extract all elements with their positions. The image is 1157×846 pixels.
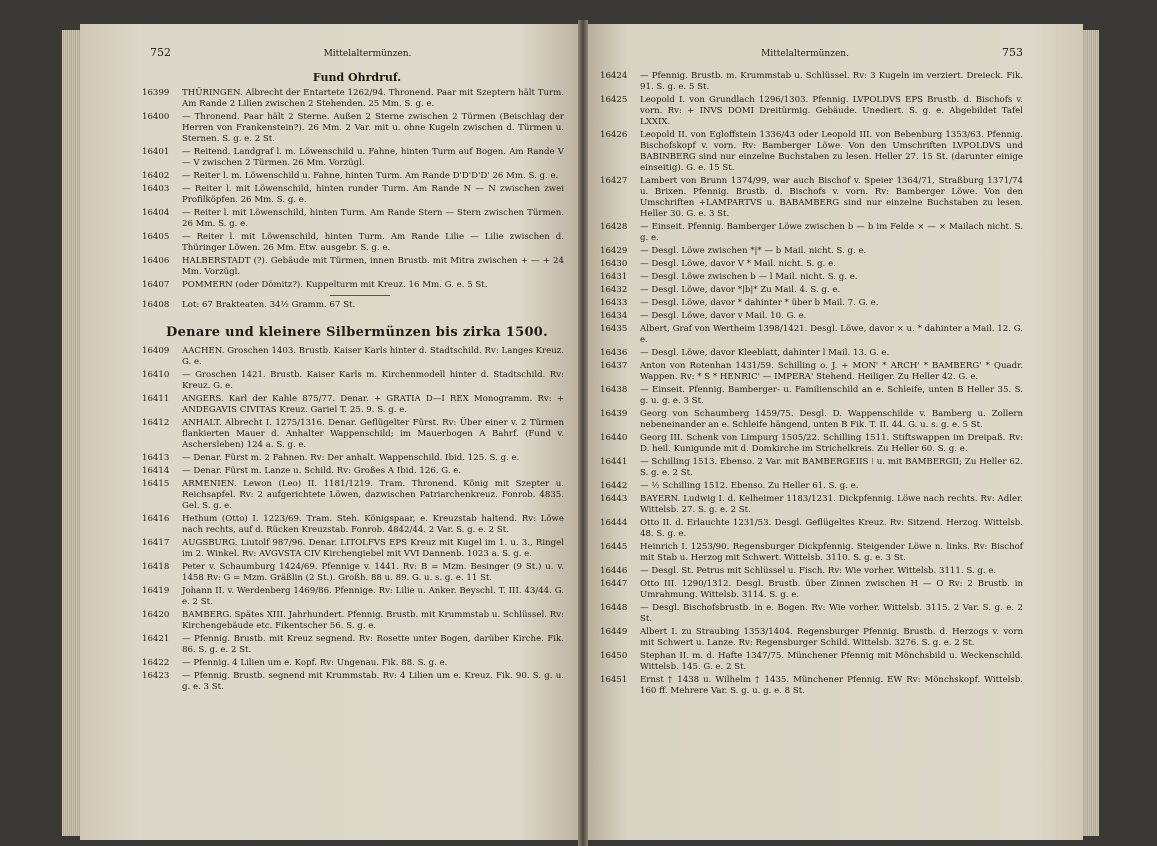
entry-number: 16435	[600, 324, 628, 334]
entry-text: — Reiter l. mit Löwenschild, hinten Turm. Am Rande Stern — Stern zwischen Türmen. 26 Mm. S. g. e.	[182, 208, 564, 229]
entry-text: — Desgl. St. Petrus mit Schlüssel u. Fisch. Rv: Wie vorher. Wittelsb. 3111. S. g. e.	[640, 566, 997, 576]
catalog-entry	[142, 147, 564, 169]
entry-text: Georg von Schaumberg 1459/75. Desgl. D. Wappenschilde v. Bamberg u. Zollern nebeneinander an e. Schleife hängend, unten B Fik. T. II. 44. G. u. s. g. e. 5 St.	[640, 409, 1023, 430]
entry-number: 16430	[600, 259, 628, 269]
entry-number: 16440	[600, 433, 628, 443]
entry-text: — Pfennig. Brustb. m. Krummstab u. Schlüssel. Rv: 3 Kugeln im verziert. Dreieck. Fik. 91. S. g. e. 5 St.	[640, 71, 1023, 92]
entry-text: Hethum (Otto) I. 1223/69. Tram. Steh. Königspaar, e. Kreuzstab haltend. Rv: Löwe nach rechts, auf d. Rücken Kreuzstab. Fonrob. 4842/44. 2 Var. S. g. e. 2 St.	[182, 514, 564, 535]
entry-text: Albert, Graf von Wertheim 1398/1421. Desgl. Löwe, davor × u. * dahinter a Mail. 12. G. e.	[640, 324, 1023, 345]
entry-text: Ernst † 1438 u. Wilhelm † 1435. Münchener Pfennig. EW Rv: Mönchskopf. Wittelsb. 160 ff. Mehrere Var. S. g. u. g. e. 8 St.	[640, 675, 1023, 696]
entry-number: 16410	[142, 370, 170, 380]
entry-number: 16400	[142, 112, 170, 122]
section-title-denare: Denare und kleinere Silbermünzen bis zirka 1500.	[166, 325, 548, 340]
entry-number: 16404	[142, 208, 170, 218]
entry-number: 16436	[600, 348, 628, 358]
entry-text: Johann II. v. Werdenberg 1469/86. Pfennige. Rv: Lilie u. Anker. Beyschl. T. III. 43/44. G. e. 2 St.	[182, 586, 564, 607]
catalog-entry	[142, 466, 564, 477]
catalog-entry	[600, 130, 1023, 174]
catalog-entry	[142, 671, 564, 693]
book-edge-right	[1083, 30, 1099, 836]
entry-text: Albert I. zu Straubing 1353/1404. Regensburger Pfennig. Brustb. d. Herzogs v. vorn mit Schwert u. Lanze. Rv: Regensburger Schild. Wittelsb. 3276. S. g. e. 2 St.	[640, 627, 1023, 648]
entry-text: — Desgl. Löwe zwischen *|* — b Mail. nicht. S. g. e.	[640, 246, 867, 256]
catalog-entry	[600, 361, 1023, 383]
entry-number: 16444	[600, 518, 628, 528]
entry-number: 16441	[600, 457, 628, 467]
entry-text: — Desgl. Löwe, davor * dahinter * über b Mail. 7. G. e.	[640, 298, 879, 308]
entry-text: Leopold I. von Grundlach 1296/1303. Pfennig. LVPOLDVS EPS Brustb. d. Bischofs v. vorn. Rv: + INVS DOMI Dreitürmig. Gebäude. Unediert. S. g. e. Abgebildet Tafel LXXIX.	[640, 95, 1023, 127]
catalog-entry	[600, 176, 1023, 220]
running-head-left	[150, 46, 564, 59]
catalog-entry	[600, 627, 1023, 649]
entry-number: 16448	[600, 603, 628, 613]
entry-text: — Groschen 1421. Brustb. Kaiser Karls m. Kirchenmodell hinter d. Stadtschild. Rv: Kreuz. G. e.	[182, 370, 564, 391]
catalog-entry	[600, 457, 1023, 479]
entry-text: — Desgl. Löwe, davor v Mail. 10. G. e.	[640, 311, 807, 321]
entry-text: Anton von Rotenhan 1431/59. Schilling o. J. + MON' * ARCH' * BAMBERG' * Quadr. Wappen. Rv: * S * HENRIC' — IMPERA' Stehend. Heiliger. Zu Heller 42. G. e.	[640, 361, 1023, 382]
entry-text: — Desgl. Löwe, davor V * Mail. nicht. S. g. e.	[640, 259, 836, 269]
catalog-entry	[142, 658, 564, 669]
entry-number: 16408	[142, 300, 170, 310]
catalog-entry	[142, 514, 564, 536]
entry-number: 16429	[600, 246, 628, 256]
entry-number: 16428	[600, 222, 628, 232]
entry-number: 16443	[600, 494, 628, 504]
entry-text: — Desgl. Löwe, davor *|b|* Zu Mail. 4. S. g. e.	[640, 285, 841, 295]
entry-number: 16414	[142, 466, 170, 476]
separator-rule	[330, 295, 390, 296]
entry-text: Lot: 67 Brakteaten. 34½ Gramm. 67 St.	[182, 300, 356, 310]
entry-text: — Pfennig. Brustb. segnend mit Krummstab. Rv: 4 Lilien um e. Kreuz. Fik. 90. S. g. u. g. e. 3 St.	[182, 671, 564, 692]
catalog-entry	[600, 259, 1023, 270]
catalog-entry	[600, 433, 1023, 455]
left-page	[80, 24, 578, 840]
entry-number: 16418	[142, 562, 170, 572]
entry-text: — Pfennig. 4 Lilien um e. Kopf. Rv: Ungenau. Fik. 88. S. g. e.	[182, 658, 448, 668]
catalog-entry	[142, 634, 564, 656]
entry-number: 16419	[142, 586, 170, 596]
catalog-entry	[142, 538, 564, 560]
catalog-entry	[142, 184, 564, 206]
catalog-entries-right	[600, 71, 1023, 697]
entry-number: 16433	[600, 298, 628, 308]
running-head-title-right: Mittelaltermünzen.	[761, 49, 849, 59]
entry-number: 16415	[142, 479, 170, 489]
entry-text: POMMERN (oder Dömitz?). Kuppelturm mit Kreuz. 16 Mm. G. e. 5 St.	[182, 280, 488, 290]
entry-number: 16409	[142, 346, 170, 356]
catalog-entry	[600, 518, 1023, 540]
entry-number: 16422	[142, 658, 170, 668]
entry-number: 16451	[600, 675, 628, 685]
catalog-entry	[142, 208, 564, 230]
right-page	[588, 24, 1083, 840]
entry-number: 16421	[142, 634, 170, 644]
entry-text: — Desgl. Löwe, davor Kleeblatt, dahinter l Mail. 13. G. e.	[640, 348, 890, 358]
entry-number: 16399	[142, 88, 170, 98]
book-edge-left	[62, 30, 80, 836]
entry-text: Leopold II. von Egloffstein 1336/43 oder Leopold III. von Bebenburg 1353/63. Pfennig. Bischofskopf v. vorn. Rv: Bamberger Löwe. Von den Umschriften LVPOLDVS und BABINBERG sind nur einzelne Buchstaben zu lesen. Heller 27. 15 St. (darunter einige einseitig). G. e. 15 St.	[640, 130, 1023, 173]
catalog-entry	[600, 409, 1023, 431]
entry-number: 16425	[600, 95, 628, 105]
catalog-entry	[142, 346, 564, 368]
catalog-entry	[142, 453, 564, 464]
entry-number: 16445	[600, 542, 628, 552]
entry-number: 16438	[600, 385, 628, 395]
entry-number: 16407	[142, 280, 170, 290]
catalog-entry	[600, 298, 1023, 309]
entry-number: 16426	[600, 130, 628, 140]
entry-number: 16417	[142, 538, 170, 548]
entry-text: THÜRINGEN. Albrecht der Entartete 1262/94. Thronend. Paar mit Szeptern hält Turm. Am Rande 2 Lilien zwischen 2 Stehenden. 25 Mm. S. g. e.	[182, 88, 564, 109]
entry-number: 16434	[600, 311, 628, 321]
catalog-entry	[142, 562, 564, 584]
entry-text: HALBERSTADT (?). Gebäude mit Türmen, innen Brustb. mit Mitra zwischen + — + 24 Mm. Vorzügl.	[182, 256, 564, 277]
entry-text: — Reiter l. mit Löwenschild, hinten Turm. Am Rande Lilie — Lilie zwischen d. Thüringer Löwen. 26 Mm. Etw. ausgebr. S. g. e.	[182, 232, 564, 253]
book-gutter	[578, 20, 588, 846]
entry-text: AACHEN. Groschen 1403. Brustb. Kaiser Karls hinter d. Stadtschild. Rv: Langes Kreuz. G. e.	[182, 346, 564, 367]
catalog-entry	[600, 324, 1023, 346]
entry-number: 16437	[600, 361, 628, 371]
catalog-entry	[142, 610, 564, 632]
entry-number: 16401	[142, 147, 170, 157]
entry-number: 16449	[600, 627, 628, 637]
catalog-entry	[600, 542, 1023, 564]
page-number-right: 753	[1002, 46, 1023, 59]
catalog-entry	[600, 272, 1023, 283]
entry-number: 16446	[600, 566, 628, 576]
catalog-entry	[600, 285, 1023, 296]
catalog-entries-left	[142, 88, 564, 311]
entry-text: — Einseit. Pfennig. Bamberger- u. Familienschild an e. Schleife, unten B Heller 35. S. g. u. g. e. 3 St.	[640, 385, 1023, 406]
catalog-entry	[142, 256, 564, 278]
catalog-entry	[600, 603, 1023, 625]
entry-text: Otto II. d. Erlauchte 1231/53. Desgl. Geflügeltes Kreuz. Rv: Sitzend. Herzog. Wittelsb. 48. S. g. e.	[640, 518, 1023, 539]
entry-number: 16403	[142, 184, 170, 194]
catalog-entry	[600, 385, 1023, 407]
entry-text: Otto III. 1290/1312. Desgl. Brustb. über Zinnen zwischen H — O Rv: 2 Brustb. in Umrahmung. Wittelsb. 3114. S. g. e.	[640, 579, 1023, 600]
catalog-entry	[600, 311, 1023, 322]
entry-number: 16411	[142, 394, 170, 404]
entry-text: — Reiter l. mit Löwenschild, hinten runder Turm. Am Rande N — N zwischen zwei Profilköpfen. 26 Mm. S. g. e.	[182, 184, 564, 205]
entry-number: 16432	[600, 285, 628, 295]
catalog-entry	[142, 370, 564, 392]
catalog-entry	[142, 112, 564, 145]
entry-text: Heinrich I. 1253/90. Regensburger Dickpfennig. Steigender Löwe n. links. Rv: Bischof mit Stab u. Herzog mit Schwert. Wittelsb. 3110. S. g. e. 3 St.	[640, 542, 1023, 563]
catalog-entry	[600, 579, 1023, 601]
catalog-entry	[600, 95, 1023, 128]
entry-number: 16412	[142, 418, 170, 428]
entry-text: — Denar. Fürst m. 2 Fahnen. Rv: Der anhalt. Wappenschild. Ibid. 125. S. g. e.	[182, 453, 520, 463]
entry-text: — Pfennig. Brustb. mit Kreuz segnend. Rv: Rosette unter Bogen, darüber Kirche. Fik. 86. S. g. e. 2 St.	[182, 634, 564, 655]
catalog-entry	[142, 479, 564, 512]
entry-text: BAMBERG. Spätes XIII. Jahrhundert. Pfennig. Brustb. mit Krummstab u. Schlüssel. Rv: Kirchengebäude etc. Fikentscher 56. S. g. e.	[182, 610, 564, 631]
entry-number: 16413	[142, 453, 170, 463]
entry-text: Peter v. Schaumburg 1424/69. Pfennige v. 1441. Rv: B = Mzm. Besinger (9 St.) u. v. 1458 Rv: G = Mzm. Gräßlin (2 St.). Großh. 88 u. 89. G. u. s. g. e. 11 St.	[182, 562, 564, 583]
entry-text: — Thronend. Paar hält 2 Sterne. Außen 2 Sterne zwischen 2 Türmen (Beischlag der Herren von Frankenstein?). 26 Mm. 2 Var. mit u. ohne Kugeln zwischen d. Türmen u. Sternen. S. g. e. 2 St.	[182, 112, 564, 144]
entry-number: 16406	[142, 256, 170, 266]
entry-text: ANGERS. Karl der Kahle 875/77. Denar. + GRATIA D—I REX Monogramm. Rv: + ANDEGAVIS CIVITAS Kreuz. Gariel T. 25. 9. S. g. e.	[182, 394, 564, 415]
catalog-entry	[600, 246, 1023, 257]
entry-text: ARMENIEN. Lewon (Leo) II. 1181/1219. Tram. Thronend. König mit Szepter u. Reichsapfel. Rv: 2 aufgerichtete Löwen, dazwischen Patriarchenkreuz. Fonrob. 4835. Gel. S. g. e.	[182, 479, 564, 511]
entry-number: 16427	[600, 176, 628, 186]
catalog-entry	[142, 394, 564, 416]
catalog-entry	[142, 418, 564, 451]
entry-number: 16442	[600, 481, 628, 491]
entry-text: — ½ Schilling 1512. Ebenso. Zu Heller 61. S. g. e.	[640, 481, 859, 491]
catalog-entry	[142, 232, 564, 254]
entry-text: Lambert von Brunn 1374/99, war auch Bischof v. Speier 1364/71, Straßburg 1371/74 u. Brixen. Pfennig. Brustb. d. Bischofs v. vorn. Rv: Bamberger Löwe. Von den Umschriften +LAMPARTVS u. BABAMBERG sind nur einzelne Buchstaben zu lesen. Heller 30. G. e. 3 St.	[640, 176, 1023, 219]
catalog-entry	[142, 586, 564, 608]
catalog-entry	[600, 651, 1023, 673]
entry-number: 16447	[600, 579, 628, 589]
running-head-title-left: Mittelaltermünzen.	[323, 49, 412, 59]
entry-text: — Einseit. Pfennig. Bamberger Löwe zwischen b — b im Felde × — × Mailach nicht. S. g. e.	[640, 222, 1023, 243]
catalog-entry	[600, 481, 1023, 492]
entry-text: ANHALT. Albrecht I. 1275/1316. Denar. Geflügelter Fürst. Rv: Über einer v. 2 Türmen flankierten Mauer d. Anhalter Wappenschild; im Mauerbogen A Bahrf. (Fund v. Aschersleben) 124 a. S. g. e.	[182, 418, 564, 450]
catalog-entries-left-2	[142, 346, 564, 693]
catalog-entry	[600, 494, 1023, 516]
catalog-entry	[600, 222, 1023, 244]
entry-text: Georg III. Schenk von Limpurg 1505/22. Schilling 1511. Stiftswappen im Dreipaß. Rv: D. heil. Kunigunde mit d. Domkirche im Strichelkreis. Zu Heller 60. S. g. e.	[640, 433, 1023, 454]
running-head-right	[608, 46, 1023, 59]
entry-text: BAYERN. Ludwig I. d. Kelheimer 1183/1231. Dickpfennig. Löwe nach rechts. Rv: Adler. Wittelsb. 27. S. g. e. 2 St.	[640, 494, 1023, 515]
entry-number: 16420	[142, 610, 170, 620]
entry-number: 16405	[142, 232, 170, 242]
entry-text: AUGSBURG. Liutolf 987/96. Denar. LITOLFVS EPS Kreuz mit Kugel im 1. u. 3., Ringel im 2. Winkel. Rv: AVGVSTA CIV Kirchengiebel mit VVI Dannenb. 1023 a. S. g. e.	[182, 538, 564, 559]
entry-number: 16416	[142, 514, 170, 524]
catalog-entry	[142, 300, 564, 311]
entry-number: 16402	[142, 171, 170, 181]
entry-text: — Denar. Fürst m. Lanze u. Schild. Rv: Großes A Ibid. 126. G. e.	[182, 466, 462, 476]
entry-text: — Desgl. Bischofsbrustb. in e. Bogen. Rv: Wie vorher. Wittelsb. 3115. 2 Var. S. g. e. 2 St.	[640, 603, 1023, 624]
entry-text: — Reiter l. m. Löwenschild u. Fahne, hinten Turm. Am Rande D'D'D'D' 26 Mm. S. g. e.	[182, 171, 559, 181]
catalog-entry	[600, 566, 1023, 577]
entry-number: 16424	[600, 71, 628, 81]
entry-text: — Schilling 1513. Ebenso. 2 Var. mit BAMBERGEIIS ⁝ u. mit BAMBERGII; Zu Heller 62. S. g. e. 2 St.	[640, 457, 1023, 478]
entry-text: — Desgl. Löwe zwischen b — l Mail. nicht. S. g. e.	[640, 272, 858, 282]
catalog-entry	[600, 348, 1023, 359]
entry-number: 16431	[600, 272, 628, 282]
catalog-entry	[142, 280, 564, 291]
entry-number: 16439	[600, 409, 628, 419]
catalog-entry	[600, 71, 1023, 93]
section-title-fund-ohrdruf: Fund Ohrdruf.	[312, 71, 402, 84]
entry-text: — Reitend. Landgraf l. m. Löwenschild u. Fahne, hinten Turm auf Bogen. Am Rande V — V zwischen 2 Türmen. 26 Mm. Vorzügl.	[182, 147, 564, 168]
catalog-entry	[142, 88, 564, 110]
catalog-entry	[142, 171, 564, 182]
entry-number: 16450	[600, 651, 628, 661]
page-number-left: 752	[150, 46, 171, 59]
entry-text: Stephan II. m. d. Hafte 1347/75. Münchener Pfennig mit Mönchsbild u. Weckenschild. Wittelsb. 145. G. e. 2 St.	[640, 651, 1023, 672]
catalog-entry	[600, 675, 1023, 697]
entry-number: 16423	[142, 671, 170, 681]
